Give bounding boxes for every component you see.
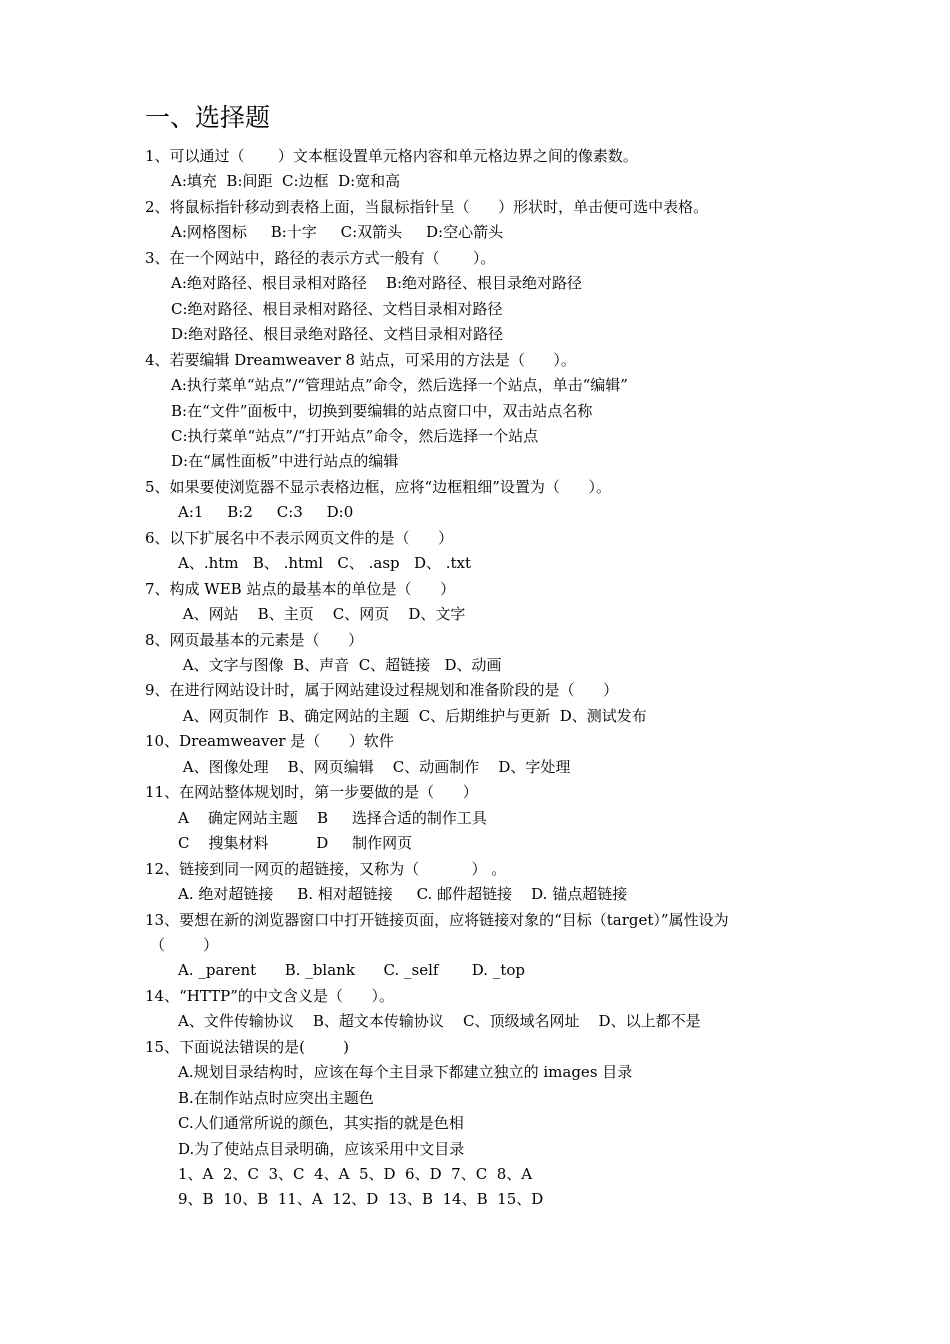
answer-options: D.为了使站点目录明确，应该采用中文目录 (178, 1140, 465, 1158)
answer-options: A、图像处理 B、网页编辑 C、动画制作 D、字处理 (178, 758, 571, 776)
answer-options: A 确定网站主题 B 选择合适的制作工具 (178, 809, 487, 827)
question-text-continuation: （ ） (150, 936, 219, 954)
answer-options: C.人们通常所说的颜色，其实指的就是色相 (178, 1114, 464, 1132)
answer-options: A、文件传输协议 B、超文本传输协议 C、顶级域名网址 D、以上都不是 (178, 1012, 701, 1030)
question-text: 10、Dreamweaver 是（ ）软件 (145, 732, 394, 750)
answer-options: A:填充 B:间距 C:边框 D:宽和高 (171, 172, 401, 190)
answer-options: A. _parent B. _blank C. _self D. _top (178, 961, 525, 979)
question-text: 13、要想在新的浏览器窗口中打开链接页面，应将链接对象的“目标（target）”属性设为 (145, 911, 729, 929)
question-text: 4、若要编辑 Dreamweaver 8 站点，可采用的方法是（ ）。 (145, 351, 576, 369)
answer-options: B.在制作站点时应突出主题色 (178, 1089, 374, 1107)
answer-options: B:在“文件”面板中，切换到要编辑的站点窗口中，双击站点名称 (171, 402, 593, 420)
question-text: 1、可以通过（ ）文本框设置单元格内容和单元格边界之间的像素数。 (145, 147, 638, 165)
question-text: 12、链接到同一网页的超链接，又称为（ ） 。 (145, 860, 507, 878)
question-text: 6、以下扩展名中不表示网页文件的是（ ） (145, 529, 454, 547)
question-text: 8、网页最基本的元素是（ ） (145, 631, 364, 649)
answer-options: A、文字与图像 B、声音 C、超链接 D、动画 (178, 656, 502, 674)
answer-options: C 搜集材料 D 制作网页 (178, 834, 413, 852)
answer-options: A、网页制作 B、确定网站的主题 C、后期维护与更新 D、测试发布 (178, 707, 647, 725)
question-text: 14、“HTTP”的中文含义是（ ）。 (145, 987, 394, 1005)
answer-options: A:1 B:2 C:3 D:0 (178, 503, 354, 521)
answer-options: A、.htm B、 .html C、 .asp D、 .txt (178, 554, 472, 572)
question-text: 9、在进行网站设计时，属于网站建设过程规划和准备阶段的是（ ） (145, 681, 619, 699)
question-text: 3、在一个网站中，路径的表示方式一般有（ ）。 (145, 249, 496, 267)
answer-options: A.规划目录结构时，应该在每个主目录下都建立独立的 images 目录 (178, 1063, 633, 1081)
answer-options: D:在“属性面板”中进行站点的编辑 (171, 452, 399, 470)
section-title: 一、选择题 (145, 103, 271, 132)
answer-options: A. 绝对超链接 B. 相对超链接 C. 邮件超链接 D. 锚点超链接 (178, 885, 628, 903)
answer-options: A:执行菜单“站点”/“管理站点”命令，然后选择一个站点，单击“编辑” (171, 376, 628, 394)
answer-options: D:绝对路径、根目录绝对路径、文档目录相对路径 (171, 325, 504, 343)
answer-options: C:执行菜单“站点”/“打开站点”命令，然后选择一个站点 (171, 427, 539, 445)
answer-key-line: 1、A 2、C 3、C 4、A 5、D 6、D 7、C 8、A (178, 1165, 533, 1183)
answer-key-line: 9、B 10、B 11、A 12、D 13、B 14、B 15、D (178, 1190, 544, 1208)
question-text: 5、如果要使浏览器不显示表格边框，应将“边框粗细”设置为（ ）。 (145, 478, 611, 496)
question-text: 7、构成 WEB 站点的最基本的单位是（ ） (145, 580, 456, 598)
answer-options: A:网格图标 B:十字 C:双箭头 D:空心箭头 (171, 223, 504, 241)
answer-options: C:绝对路径、根目录相对路径、文档目录相对路径 (171, 300, 503, 318)
answer-options: A:绝对路径、根目录相对路径 B:绝对路径、根目录绝对路径 (171, 274, 583, 292)
question-text: 11、在网站整体规划时，第一步要做的是（ ） (145, 783, 478, 801)
question-text: 15、下面说法错误的是( ) (145, 1038, 349, 1056)
answer-options: A、网站 B、主页 C、网页 D、文字 (178, 605, 466, 623)
question-text: 2、将鼠标指针移动到表格上面，当鼠标指针呈（ ）形状时，单击便可选中表格。 (145, 198, 709, 216)
